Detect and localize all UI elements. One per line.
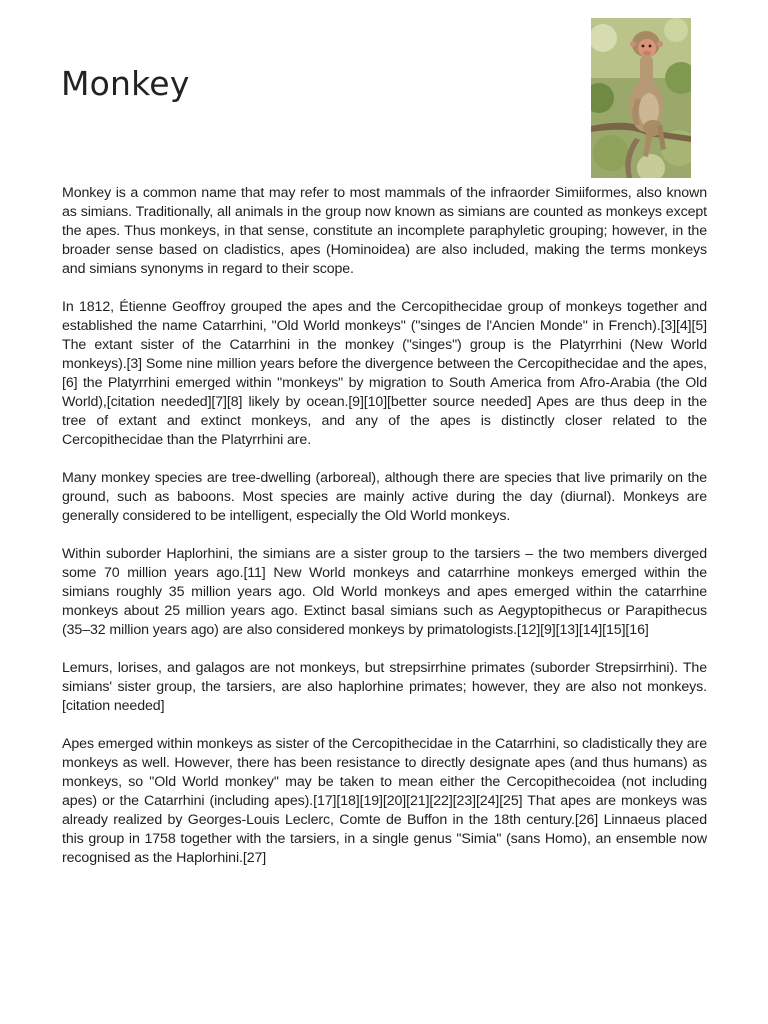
paragraph-3: Many monkey species are tree-dwelling (arboreal), although there are species that live primarily on the ground, such as baboons. Most species are mainly active during the day (diurnal). Monkeys are generally considered to be intelligent, especially the Old World monkeys.	[62, 470, 707, 524]
paragraph-4: Within suborder Haplorhini, the simians are a sister group to the tarsiers – the two members diverged some 70 million years ago.[11] New World monkeys and catarrhine monkeys emerged within the simians roughly 35 million years ago. Old World monkeys and apes emerged within the catarrhine monkeys about 25 million years ago. Extinct basal simians such as Aegyptopithecus or Parapithecus (35–32 million years ago) are also considered monkeys by primatologists.[12][9][13][14][15][16]	[62, 546, 707, 638]
paragraph-1: Monkey is a common name that may refer to most mammals of the infraorder Simiiformes, also known as simians. Traditionally, all animals in the group now known as simians are counted as monkeys except the apes. Thus monkeys, in that sense, constitute an incomplete paraphyletic grouping; however, in the broader sense based on cladistics, apes (Hominoidea) are also included, making the terms monkeys and simians synonyms in regard to their scope.	[62, 185, 707, 277]
monkey-photo	[591, 18, 691, 178]
paragraph-5: Lemurs, lorises, and galagos are not monkeys, but strepsirrhine primates (suborder Strepsirrhini). The simians' sister group, the tarsiers, are also haplorhine primates; however, they are also not monkeys.[citation needed]	[62, 660, 707, 714]
monkey-illustration	[591, 18, 691, 178]
page-title: Monkey	[61, 64, 190, 103]
article-body	[62, 184, 707, 887]
paragraph-6: Apes emerged within monkeys as sister of the Cercopithecidae in the Catarrhini, so cladistically they are monkeys as well. However, there has been resistance to directly designate apes (and thus humans) as monkeys, so "Old World monkey" may be taken to mean either the Cercopithecoidea (not including apes) or the Catarrhini (including apes).[17][18][19][20][21][22][23][24][25] That apes are monkeys was already realized by Georges-Louis Leclerc, Comte de Buffon in the 18th century.[26] Linnaeus placed this group in 1758 together with the tarsiers, in a single genus "Simia" (sans Homo), an ensemble now recognised as the Haplorhini.[27]	[62, 736, 707, 866]
paragraph-2: In 1812, Étienne Geoffroy grouped the apes and the Cercopithecidae group of monkeys together and established the name Catarrhini, "Old World monkeys" ("singes de l'Ancien Monde" in French).[3][4][5] The extant sister of the Catarrhini in the monkey ("singes") group is the Platyrrhini (New World monkeys).[3] Some nine million years before the divergence between the Cercopithecidae and the apes,[6] the Platyrrhini emerged within "monkeys" by migration to South America from Afro-Arabia (the Old World),[citation needed][7][8] likely by ocean.[9][10][better source needed] Apes are thus deep in the tree of extant and extinct monkeys, and any of the apes is distinctly closer related to the Cercopithecidae than the Platyrrhini are.	[62, 299, 707, 448]
